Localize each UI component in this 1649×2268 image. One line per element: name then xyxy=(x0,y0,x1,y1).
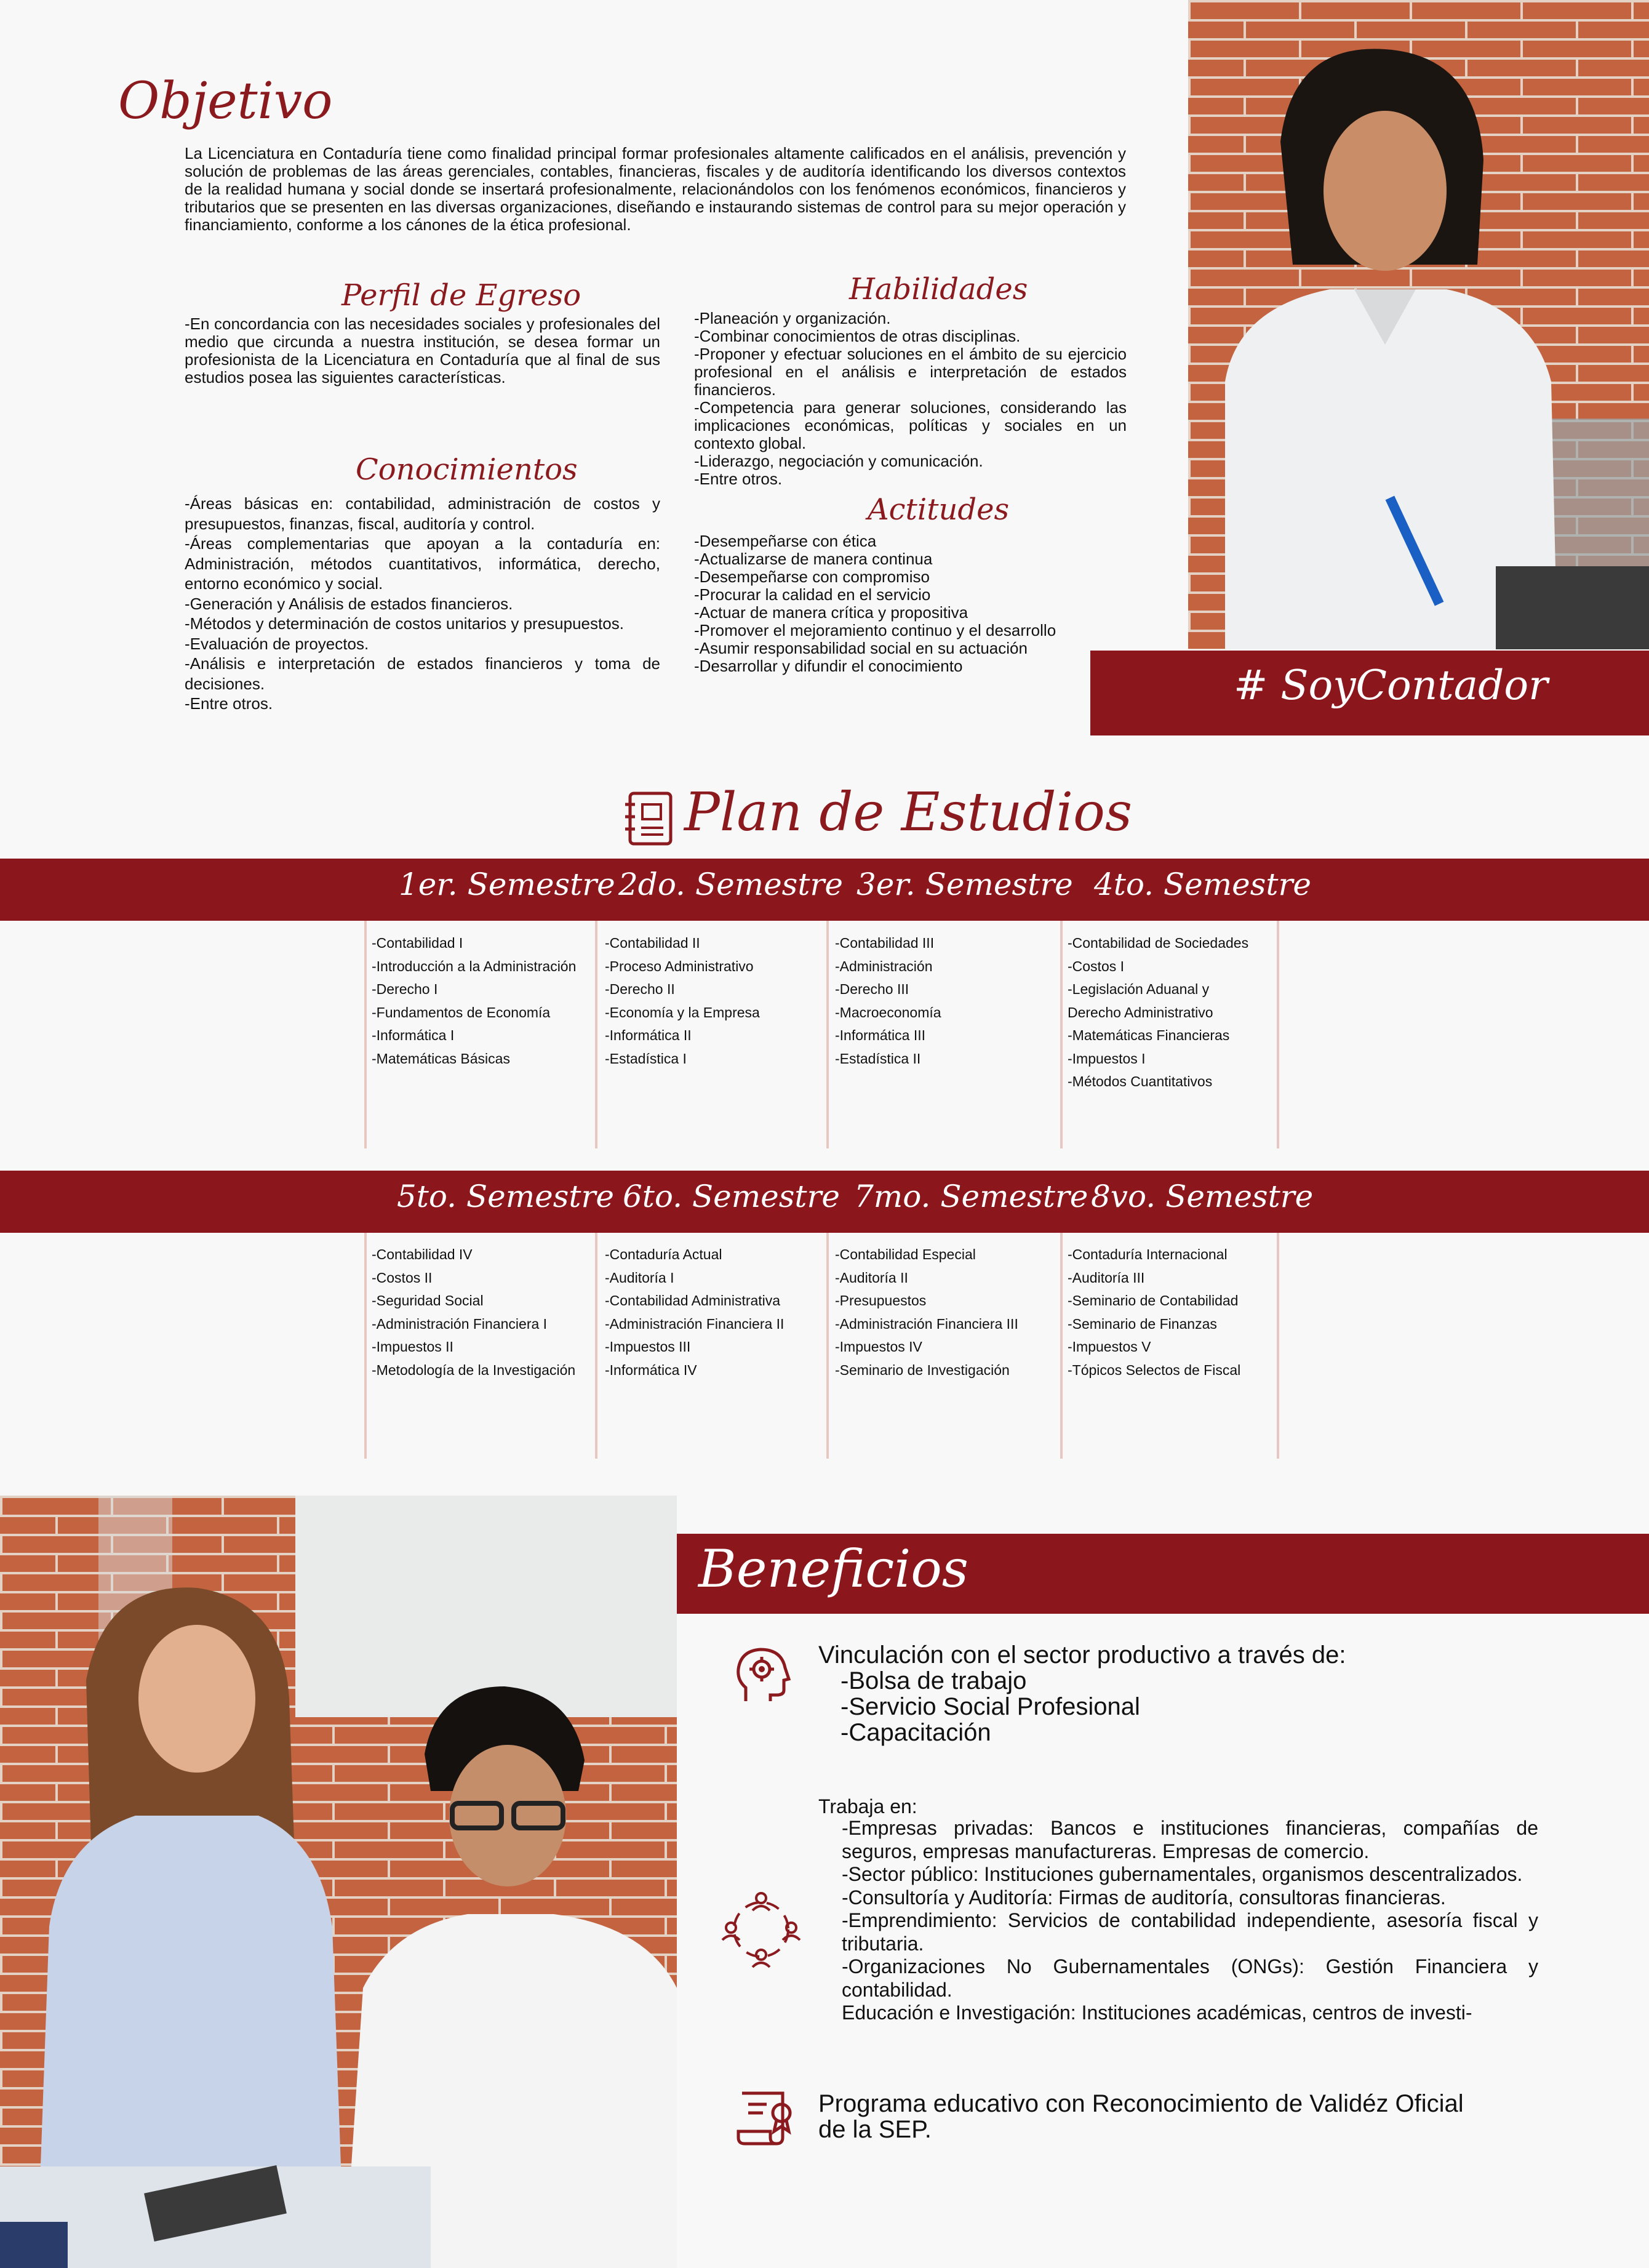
course-item: -Estadística II xyxy=(835,1050,921,1067)
column-divider xyxy=(364,921,367,1148)
list-item: -Generación y Análisis de estados financieros. xyxy=(185,594,513,613)
course-item: -Metodología de la Investigación xyxy=(372,1361,576,1378)
list-item: -Asumir responsabilidad social en su actuación xyxy=(694,639,1028,657)
course-item: -Auditoría II xyxy=(835,1269,908,1286)
course-item: -Informática III xyxy=(835,1027,925,1043)
semester-title: 1er. Semestre xyxy=(399,867,615,902)
list-item: -Desarrollar y difundir el conocimiento xyxy=(694,657,963,675)
list-item: -Métodos y determinación de costos unitarios y presupuestos. xyxy=(185,614,624,633)
course-item: -Costos II xyxy=(372,1269,433,1286)
course-item: -Contabilidad de Sociedades xyxy=(1068,935,1249,951)
list-item: -Liderazgo, negociación y comunicación. xyxy=(694,452,983,470)
semester-courses-4 xyxy=(1068,932,1248,1094)
actitudes-list xyxy=(694,532,1137,675)
students-photo-illustration xyxy=(0,1496,677,2268)
column-divider xyxy=(364,1233,367,1459)
people-network-icon xyxy=(720,1888,803,1971)
list-item: -Desempeñarse con ética xyxy=(694,532,877,550)
course-item: -Contabilidad III xyxy=(835,935,935,951)
students-photo-bottom xyxy=(0,1496,677,2268)
plan-title: Plan de Estudios xyxy=(684,782,1132,843)
list-item: -Sector público: Instituciones gubernamentales, organismos descentralizados. xyxy=(842,1863,1523,1885)
course-item: -Impuestos I xyxy=(1068,1050,1146,1067)
list-item: -Actuar de manera crítica y propositiva xyxy=(694,603,968,622)
trabaja-heading: Trabaja en: xyxy=(818,1795,917,1817)
semester-courses-5 xyxy=(372,1243,575,1382)
course-item: -Seminario de Investigación xyxy=(835,1361,1010,1378)
list-item: -Análisis e interpretación de estados financieros y toma de decisiones. xyxy=(185,654,660,693)
actitudes-title: Actitudes xyxy=(868,492,1010,527)
list-item: -Organizaciones No Gubernamentales (ONGs): Gestión Financiera y contabilidad. xyxy=(842,1955,1538,2001)
course-item: -Impuestos V xyxy=(1068,1339,1151,1355)
semester-courses-2 xyxy=(605,932,760,1070)
list-item: -Evaluación de proyectos. xyxy=(185,634,369,653)
column-divider xyxy=(1277,1233,1279,1459)
student-photo-illustration xyxy=(1188,0,1649,649)
semester-courses-1 xyxy=(372,932,576,1070)
list-item: -Combinar conocimientos de otras disciplinas. xyxy=(694,327,1021,345)
beneficios-title: Beneficios xyxy=(698,1539,968,1599)
course-item: -Administración Financiera II xyxy=(605,1315,785,1332)
objetivo-text: La Licenciatura en Contaduría tiene como finalidad principal formar profesionales altamente calificados en el análisis, prevención y solución de problemas de las áreas gerenciales, contables, financieras, fiscales y de auditoría identificando los diversos contextos de la realidad humana y social donde se insertará profesionalmente, relacionándolos con los fenómenos económicos, financieros y tributarios que se presenten en las diversas organizaciones, diseñando e instaurando sistemas de control para su mejor operación y financiamiento, conforme a los cánones de la ética profesional. xyxy=(185,144,1126,234)
list-item: -Entre otros. xyxy=(694,470,783,488)
course-item: -Seminario de Contabilidad xyxy=(1068,1292,1239,1308)
perfil-title: Perfil de Egreso xyxy=(341,278,581,313)
course-item: -Auditoría III xyxy=(1068,1269,1145,1286)
course-item: Derecho Administrativo xyxy=(1068,1004,1213,1020)
course-item: -Contabilidad I xyxy=(372,935,463,951)
list-item: -Áreas complementarias que apoyan a la contaduría en: Administración, métodos cuantitativos, informática, derecho, entorno económico y social. xyxy=(185,534,660,593)
course-item: -Matemáticas Financieras xyxy=(1068,1027,1230,1043)
course-item: -Administración Financiera III xyxy=(835,1315,1018,1332)
semester-title: 3er. Semestre xyxy=(856,867,1073,902)
list-item: -Áreas básicas en: contabilidad, administración de costos y presupuestos, finanzas, fiscal, auditoría y control. xyxy=(185,494,660,533)
semester-courses-7 xyxy=(835,1243,1018,1382)
semester-title: 2do. Semestre xyxy=(618,867,843,902)
course-item: -Administración Financiera I xyxy=(372,1315,548,1332)
course-item: -Economía y la Empresa xyxy=(605,1004,760,1020)
course-item: -Contabilidad IV xyxy=(372,1246,473,1262)
list-item: -Empresas privadas: Bancos e instituciones financieras, compañías de seguros, empresas manufactureras. Empresas de comercio. xyxy=(842,1817,1538,1862)
course-item: -Contabilidad Administrativa xyxy=(605,1292,781,1308)
list-item: -Emprendimiento: Servicios de contabilidad independiente, asesoría fiscal y tributaria. xyxy=(842,1909,1538,1955)
list-item: -Consultoría y Auditoría: Firmas de auditoría, consultoras financieras. xyxy=(842,1886,1446,1909)
course-item: -Informática I xyxy=(372,1027,455,1043)
list-item: -Actualizarse de manera continua xyxy=(694,550,933,568)
vinculacion-block xyxy=(818,1642,1618,1745)
course-item: -Costos I xyxy=(1068,958,1125,974)
semester-courses-6 xyxy=(605,1243,784,1382)
column-divider xyxy=(595,921,597,1148)
course-item: -Presupuestos xyxy=(835,1292,927,1308)
list-item: -Bolsa de trabajo xyxy=(840,1667,1027,1694)
course-item: -Fundamentos de Economía xyxy=(372,1004,551,1020)
course-item: -Impuestos IV xyxy=(835,1339,922,1355)
semester-title: 7mo. Semestre xyxy=(854,1179,1088,1214)
course-item: -Proceso Administrativo xyxy=(605,958,754,974)
objetivo-title: Objetivo xyxy=(118,72,333,130)
course-item: -Métodos Cuantitativos xyxy=(1068,1073,1213,1089)
conocimientos-list xyxy=(185,494,660,714)
course-item: -Contaduría Actual xyxy=(605,1246,722,1262)
list-item: -Proponer y efectuar soluciones en el ámbito de su ejercicio profesional en el análisis e interpretación de estados financieros. xyxy=(694,345,1127,399)
column-divider xyxy=(1060,921,1063,1148)
course-item: -Administración xyxy=(835,958,933,974)
list-item: -Competencia para generar soluciones, considerando las implicaciones económicas, políticas y sociales en un contexto global. xyxy=(694,398,1127,452)
list-item: Educación e Investigación: Instituciones académicas, centros de investi- xyxy=(842,2002,1472,2024)
semester-title: 6to. Semestre xyxy=(623,1179,840,1214)
column-divider xyxy=(826,1233,829,1459)
semester-title: 4to. Semestre xyxy=(1094,867,1312,902)
semester-courses-3 xyxy=(835,932,941,1070)
course-item: -Legislación Aduanal y xyxy=(1068,981,1210,997)
course-item: -Estadística I xyxy=(605,1050,687,1067)
course-item: -Impuestos II xyxy=(372,1339,453,1355)
list-item: -Desempeñarse con compromiso xyxy=(694,567,930,586)
list-item: -Procurar la calidad en el servicio xyxy=(694,585,931,604)
course-item: -Matemáticas Básicas xyxy=(372,1050,510,1067)
course-item: -Informática IV xyxy=(605,1361,697,1378)
column-divider xyxy=(1060,1233,1063,1459)
course-item: -Tópicos Selectos de Fiscal xyxy=(1068,1361,1241,1378)
course-item: -Contabilidad Especial xyxy=(835,1246,976,1262)
course-item: -Introducción a la Administración xyxy=(372,958,577,974)
column-divider xyxy=(1277,921,1279,1148)
course-item: -Contaduría Internacional xyxy=(1068,1246,1228,1262)
vinculacion-heading: Vinculación con el sector productivo a través de: xyxy=(818,1641,1346,1669)
course-item: -Informática II xyxy=(605,1027,692,1043)
list-item: -Capacitación xyxy=(840,1719,991,1746)
course-item: -Seguridad Social xyxy=(372,1292,484,1308)
programa-text: Programa educativo con Reconocimiento de Validéz Oficial de la SEP. xyxy=(818,2090,1464,2143)
list-item: -Entre otros. xyxy=(185,694,273,713)
head-gear-icon xyxy=(733,1645,793,1706)
habilidades-title: Habilidades xyxy=(849,272,1028,307)
trabaja-block xyxy=(818,1796,1538,2025)
certificate-icon xyxy=(733,2088,795,2147)
semester-title: 5to. Semestre xyxy=(397,1179,615,1214)
column-divider xyxy=(595,1233,597,1459)
list-item: -Promover el mejoramiento continuo y el desarrollo xyxy=(694,621,1056,639)
course-item: -Derecho II xyxy=(605,981,675,997)
student-photo-top xyxy=(1188,0,1649,649)
perfil-text: -En concordancia con las necesidades sociales y profesionales del medio que circunda a nuestra institución, se desea formar un profesionista de la Licenciatura en Contaduría que al final de sus estudios posea las siguientes características. xyxy=(185,315,660,387)
course-item: -Derecho I xyxy=(372,981,438,997)
course-item: -Impuestos III xyxy=(605,1339,691,1355)
course-item: -Macroeconomía xyxy=(835,1004,941,1020)
course-item: -Derecho III xyxy=(835,981,909,997)
semester-courses-8 xyxy=(1068,1243,1240,1382)
conocimientos-title: Conocimientos xyxy=(356,452,578,487)
course-item: -Seminario de Finanzas xyxy=(1068,1315,1217,1332)
column-divider xyxy=(826,921,829,1148)
habilidades-list xyxy=(694,310,1127,488)
course-item: -Contabilidad II xyxy=(605,935,700,951)
course-item: -Auditoría I xyxy=(605,1269,674,1286)
hashtag-text: # SoyContador xyxy=(1234,662,1548,709)
list-item: -Planeación y organización. xyxy=(694,309,891,327)
list-item: -Servicio Social Profesional xyxy=(840,1693,1140,1720)
semester-title: 8vo. Semestre xyxy=(1091,1179,1314,1214)
notebook-icon xyxy=(623,790,677,848)
